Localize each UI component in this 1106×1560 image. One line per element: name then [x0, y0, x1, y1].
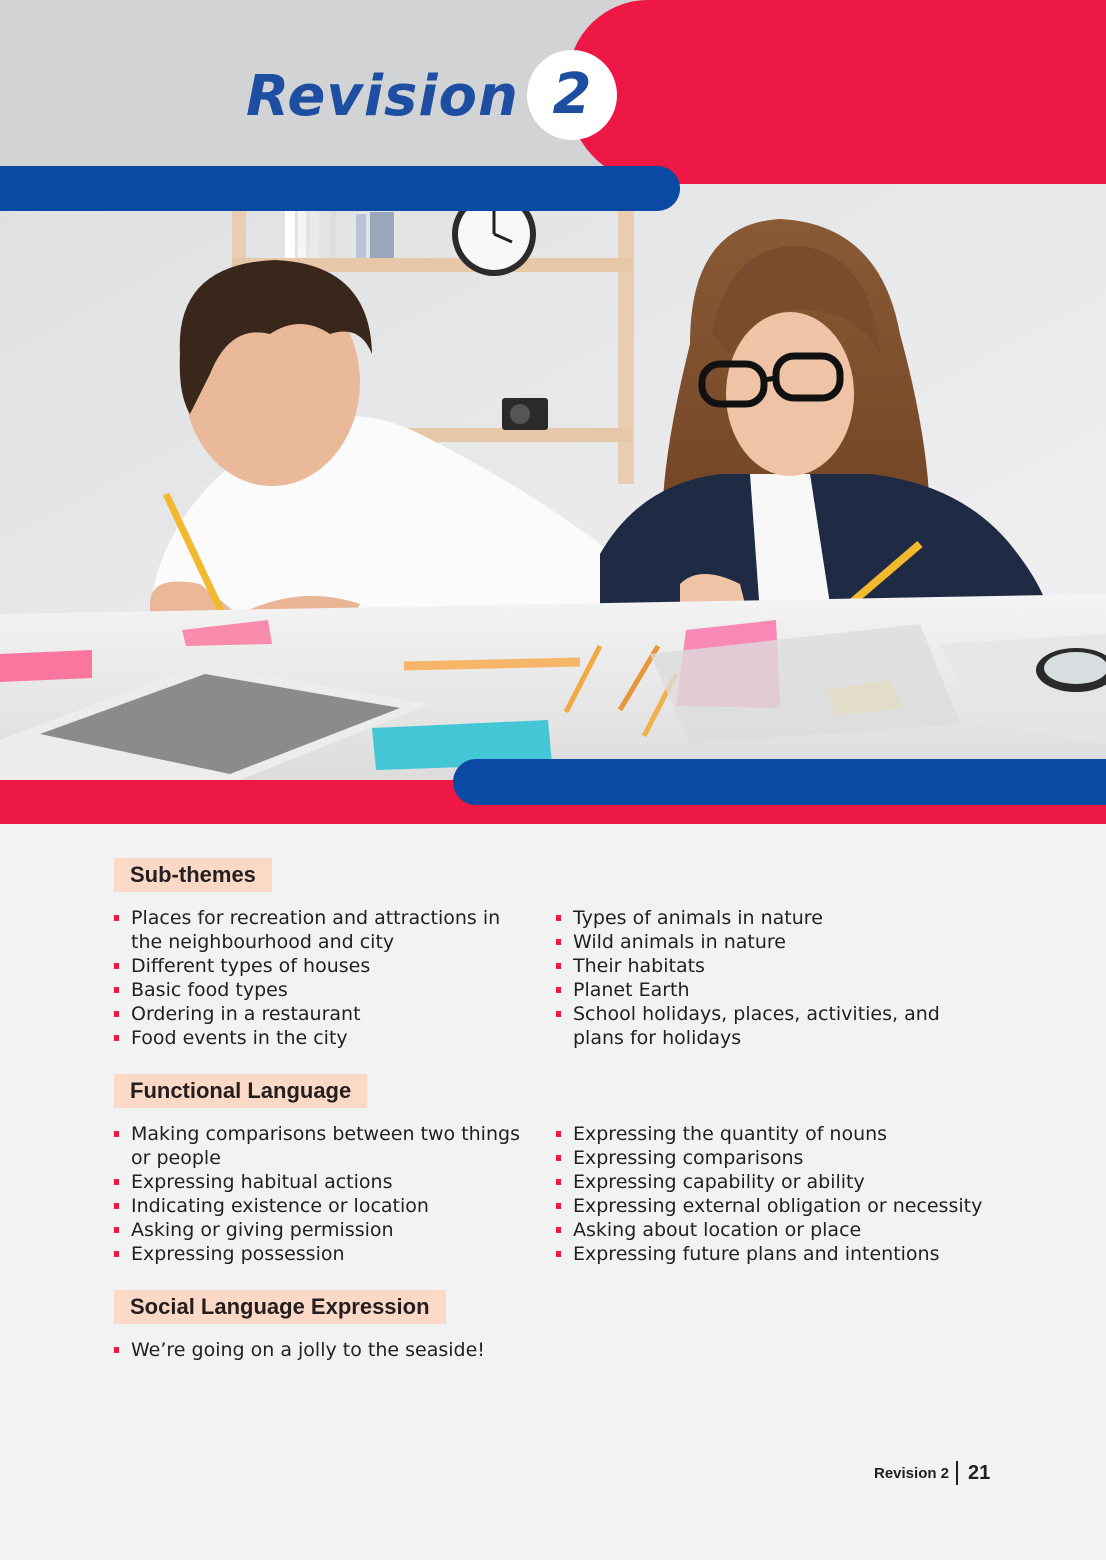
list-item: Expressing future plans and intentions: [556, 1242, 996, 1266]
social-language-heading: Social Language Expression: [114, 1290, 446, 1324]
list-item: Making comparisons between two things or people: [114, 1122, 544, 1170]
list-item: Expressing external obligation or necessity: [556, 1194, 996, 1218]
list-item: School holidays, places, activities, and plans for holidays: [556, 1002, 986, 1050]
list-item: Basic food types: [114, 978, 534, 1002]
list-item: Indicating existence or location: [114, 1194, 544, 1218]
subthemes-list-right: [556, 906, 986, 1050]
list-item: Types of animals in nature: [556, 906, 986, 930]
list-item: Expressing possession: [114, 1242, 544, 1266]
list-item: We’re going on a jolly to the seaside!: [114, 1338, 614, 1362]
footer-divider: [956, 1461, 958, 1485]
list-item: Expressing the quantity of nouns: [556, 1122, 996, 1146]
students-writing-photo: [0, 184, 1106, 780]
list-item: Planet Earth: [556, 978, 986, 1002]
list-item: Expressing comparisons: [556, 1146, 996, 1170]
list-item: Ordering in a restaurant: [114, 1002, 534, 1026]
page-title: Revision: [246, 64, 519, 129]
page-number: 21: [968, 1461, 991, 1484]
photo-blue-bar: [453, 759, 1106, 805]
list-item: Asking about location or place: [556, 1218, 996, 1242]
revision-number: 2: [552, 62, 592, 127]
revision-number-badge: [527, 50, 617, 140]
functional-list-right: [556, 1122, 996, 1266]
list-item: Expressing habitual actions: [114, 1170, 544, 1194]
list-item: Their habitats: [556, 954, 986, 978]
list-item: Different types of houses: [114, 954, 534, 978]
header-accent-shape: [568, 0, 1106, 184]
functional-language-heading: Functional Language: [114, 1074, 367, 1108]
list-item: Places for recreation and attractions in the neighbourhood and city: [114, 906, 534, 954]
page-footer: [874, 1460, 990, 1486]
list-item: Expressing capability or ability: [556, 1170, 996, 1194]
functional-list-left: [114, 1122, 544, 1266]
list-item: Food events in the city: [114, 1026, 534, 1050]
footer-label: Revision 2: [874, 1464, 950, 1482]
list-item: Wild animals in nature: [556, 930, 986, 954]
social-list: [114, 1338, 614, 1362]
header-blue-bar: [0, 166, 680, 211]
list-item: Asking or giving permission: [114, 1218, 544, 1242]
subthemes-list-left: [114, 906, 534, 1050]
subthemes-heading: Sub-themes: [114, 858, 272, 892]
